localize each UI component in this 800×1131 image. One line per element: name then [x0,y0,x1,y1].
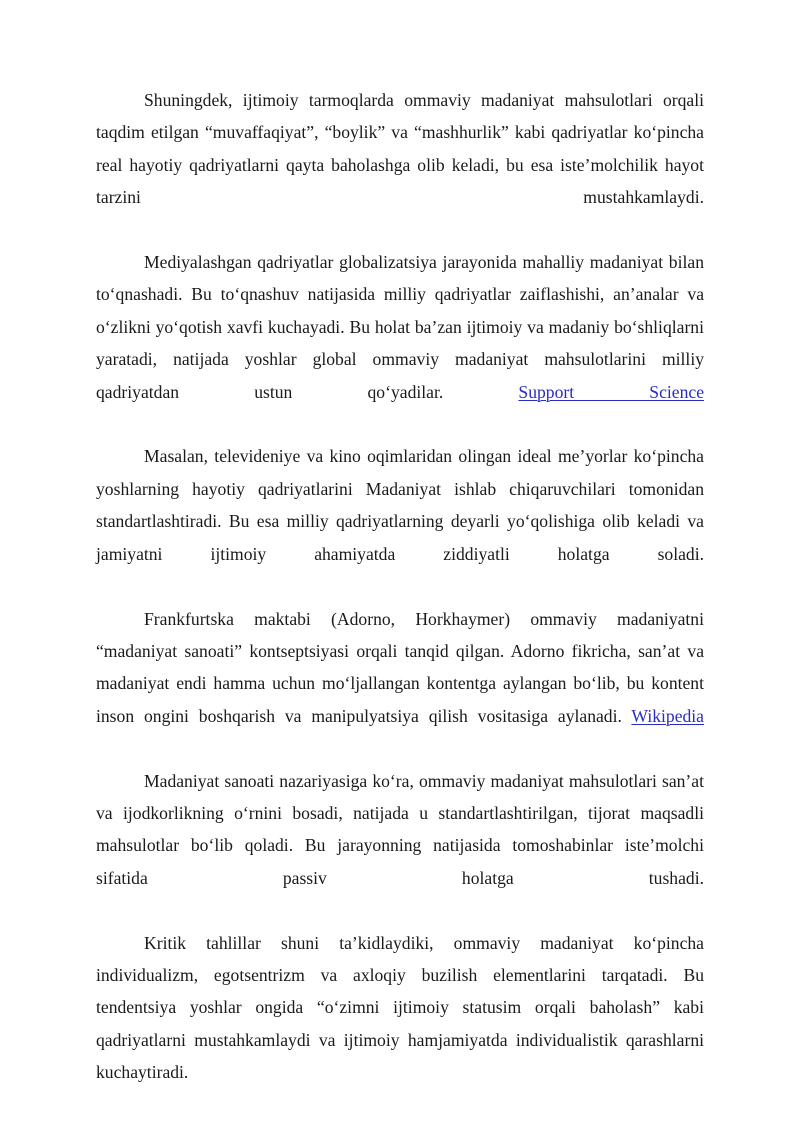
support-science-link[interactable]: Support Science [518,381,704,402]
paragraph-1 [96,84,704,246]
paragraph-4-text: Frankfurtska maktabi (Adorno, Horkhaymer) ommaviy madaniyatni “madaniyat sanoati” kontseptsiyasi orqali tanqid qilgan. Adorno fikricha, san’at va madaniyat endi hamma uchun mo‘ljallangan kontentga aylangan bo‘lib, bu kontent inson ongini boshqarish va manipulyatsiya qilish vositasiga aylanadi. [96,608,704,726]
paragraph-6-text: Kritik tahlillar shuni ta’kidlaydiki, ommaviy madaniyat ko‘pincha individualizm, egotsentrizm va axloqiy buzilish elementlarini tarqatadi. Bu tendentsiya yoshlar ongida “o‘zimni ijtimoiy statusim orqali baholash” kabi qadriyatlarni mustahkamlaydi va ijtimoiy hamjamiyatda individualistik qarashlarni kuchaytiradi. [96,932,704,1083]
paragraph-1-text: Shuningdek, ijtimoiy tarmoqlarda ommaviy madaniyat mahsulotlari orqali taqdim etilgan “muvaffaqiyat”, “boylik” va “mashhurlik” kabi qadriyatlar ko‘pincha real hayotiy qadriyatlarni qayta baholashga olib keladi, bu esa iste’molchilik hayot tarzini mustahkamlaydi. [96,90,704,208]
paragraph-3-text: Masalan, televideniye va kino oqimlaridan olingan ideal me’yorlar ko‘pincha yoshlarning hayotiy qadriyatlarini Madaniyat ishlab chiqaruvchilari tomonidan standartlashtiradi. Bu esa milliy qadriyatlarning deyarli yo‘qolishiga olib keladi va jamiyatni ijtimoiy ahamiyatda ziddiyatli holatga soladi. [96,446,704,564]
paragraph-2 [96,246,704,440]
paragraph-5 [96,765,704,927]
paragraph-2-text: Mediyalashgan qadriyatlar globalizatsiya jarayonida mahalliy madaniyat bilan to‘qnashadi. Bu to‘qnashuv natijasida milliy qadriyatlar zaiflashishi, an’analar va o‘zlikni yo‘qotish xavfi kuchayadi. Bu holat ba’zan ijtimoiy va madaniy bo‘shliqlarni yaratadi, natijada yoshlar global ommaviy madaniyat mahsulotlarini milliy qadriyatdan ustun qo‘yadilar. [96,252,704,402]
wikipedia-link[interactable]: Wikipedia [631,705,704,726]
paragraph-4 [96,603,704,765]
paragraph-5-text: Madaniyat sanoati nazariyasiga ko‘ra, ommaviy madaniyat mahsulotlari san’at va ijodkorlikning o‘rnini bosadi, natijada u standartlashtirilgan, tijorat maqsadli mahsulotlar bo‘lib qoladi. Bu jarayonning natijasida tomoshabinlar iste’molchi sifatida passiv holatga tushadi. [96,770,704,888]
document-text-body [96,84,704,1121]
paragraph-3 [96,440,704,602]
paragraph-6 [96,927,704,1121]
